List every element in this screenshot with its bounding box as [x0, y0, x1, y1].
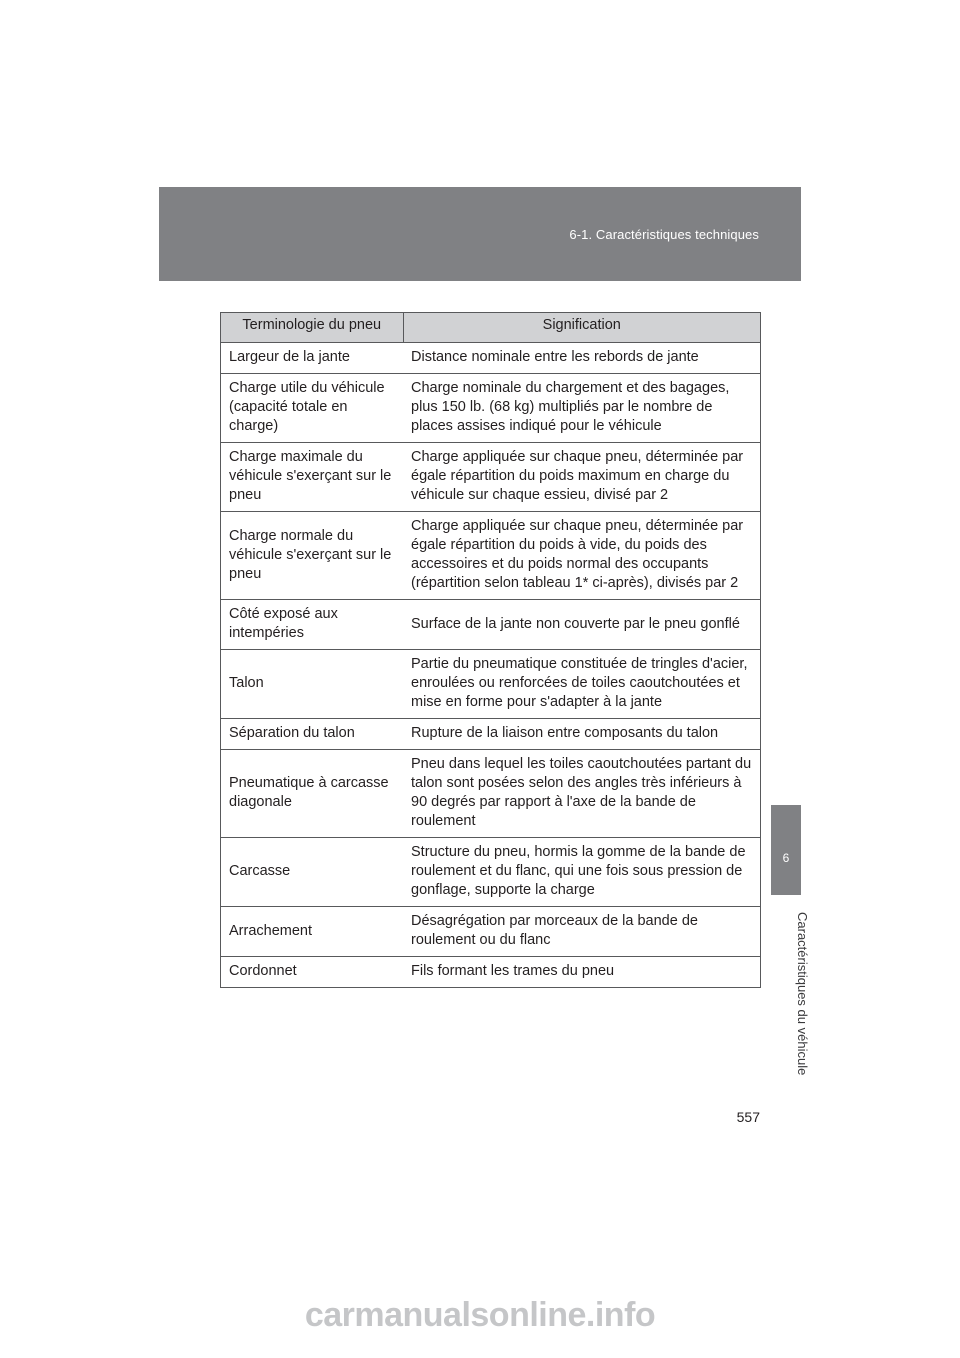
term-cell: Talon — [221, 650, 404, 719]
table-body — [221, 343, 761, 988]
term-cell: Charge maximale du véhicule s'exerçant sur le pneu — [221, 443, 404, 512]
chapter-title-text: Caractéristiques du véhicule — [795, 912, 810, 1076]
term-cell: Charge normale du véhicule s'exerçant sur le pneu — [221, 512, 404, 600]
chapter-title — [762, 900, 810, 1088]
meaning-cell: Structure du pneu, hormis la gomme de la bande de roulement et du flanc, qui une fois sous pression de gonflage, supporte la charge — [403, 838, 761, 907]
chapter-number: 6 — [782, 851, 790, 865]
term-cell: Charge utile du véhicule (capacité totale en charge) — [221, 374, 404, 443]
meaning-cell: Partie du pneumatique constituée de tringles d'acier, enroulées ou renforcées de toiles caoutchoutées et mise en forme pour s'adapter à la jante — [403, 650, 761, 719]
term-cell: Séparation du talon — [221, 719, 404, 750]
term-cell: Pneumatique à carcasse diagonale — [221, 750, 404, 838]
table-row — [221, 719, 761, 750]
table-row — [221, 650, 761, 719]
column-header-term: Terminologie du pneu — [221, 313, 404, 343]
meaning-cell: Charge nominale du chargement et des bagages, plus 150 lb. (68 kg) multipliés par le nombre de places assises indiqué pour le véhicule — [403, 374, 761, 443]
section-title: 6-1. Caractéristiques techniques — [569, 227, 759, 242]
section-header-band — [159, 187, 801, 281]
term-cell: Côté exposé aux intempéries — [221, 600, 404, 650]
meaning-cell: Rupture de la liaison entre composants du talon — [403, 719, 761, 750]
meaning-cell: Charge appliquée sur chaque pneu, déterminée par égale répartition du poids à vide, du poids des accessoires et du poids normal des occupants (répartition selon tableau 1* ci-après), divisés par 2 — [403, 512, 761, 600]
meaning-cell: Désagrégation par morceaux de la bande de roulement ou du flanc — [403, 907, 761, 957]
table-header-row — [221, 313, 761, 343]
watermark-text: carmanualsonline.info — [304, 1296, 656, 1334]
chapter-tab — [771, 805, 801, 895]
meaning-cell: Charge appliquée sur chaque pneu, déterminée par égale répartition du poids maximum en charge du véhicule sur chaque essieu, divisé par 2 — [403, 443, 761, 512]
meaning-cell: Distance nominale entre les rebords de jante — [403, 343, 761, 374]
table-row — [221, 750, 761, 838]
meaning-cell: Fils formant les trames du pneu — [403, 957, 761, 988]
meaning-cell: Surface de la jante non couverte par le pneu gonflé — [403, 600, 761, 650]
table-row — [221, 907, 761, 957]
table-row — [221, 343, 761, 374]
page-number: 557 — [736, 1109, 760, 1125]
term-cell: Largeur de la jante — [221, 343, 404, 374]
watermark-logo — [0, 1296, 960, 1335]
tire-terminology-table — [220, 312, 761, 988]
table-row — [221, 957, 761, 988]
term-cell: Arrachement — [221, 907, 404, 957]
meaning-cell: Pneu dans lequel les toiles caoutchoutées partant du talon sont posées selon des angles très inférieurs à 90 degrés par rapport à l'axe de la bande de roulement — [403, 750, 761, 838]
table-row — [221, 838, 761, 907]
term-cell: Cordonnet — [221, 957, 404, 988]
term-cell: Carcasse — [221, 838, 404, 907]
table-row — [221, 600, 761, 650]
table-row — [221, 374, 761, 443]
table-row — [221, 512, 761, 600]
column-header-meaning: Signification — [403, 313, 761, 343]
table-row — [221, 443, 761, 512]
